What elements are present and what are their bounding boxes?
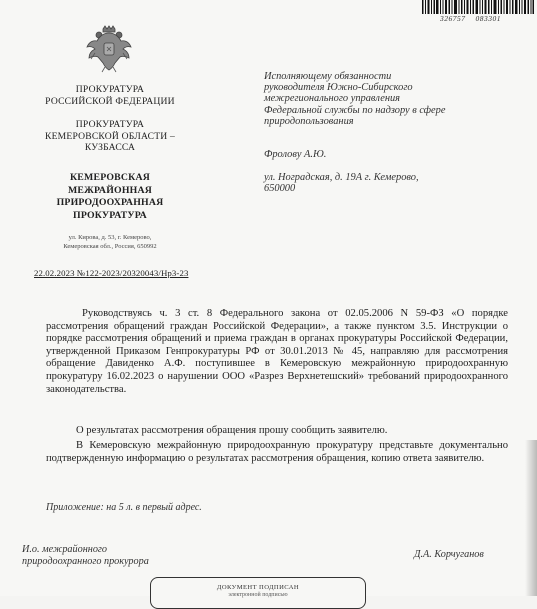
org-line: ПРИРОДООХРАННАЯ xyxy=(56,197,164,208)
recipient-line: Исполняющему обязанности xyxy=(264,71,392,82)
recipient-line: руководителя Южно-Сибирского xyxy=(264,82,413,94)
org-block-federal xyxy=(20,84,200,107)
stamp-subtitle: электронной подписью xyxy=(228,592,288,598)
org-block-local xyxy=(20,172,200,222)
org-address xyxy=(30,234,190,251)
recipient-line: Федеральной службы по надзору в сфере xyxy=(264,104,446,116)
barcode-digits xyxy=(440,14,511,23)
body-paragraph-text: О результатах рассмотрения обращения прошу сообщить заявителю. xyxy=(76,425,388,436)
org-line: КЕМЕРОВСКОЙ ОБЛАСТИ – xyxy=(45,130,175,142)
org-line: ПРОКУРАТУРА xyxy=(75,119,145,130)
recipient-line: природопользования xyxy=(264,115,354,127)
barcode xyxy=(422,0,534,14)
org-line: ПРОКУРАТУРА xyxy=(75,84,145,95)
barcode-digits-group: 083301 xyxy=(475,14,501,23)
signatory-role xyxy=(22,544,149,568)
e-signature-stamp xyxy=(150,577,366,609)
double-headed-eagle-emblem-icon xyxy=(85,23,133,73)
org-line: МЕЖРАЙОННАЯ xyxy=(67,184,153,196)
attachment-note: Приложение: на 5 л. в первый адрес. xyxy=(46,502,202,513)
org-line: РОССИЙСКОЙ ФЕДЕРАЦИИ xyxy=(45,95,175,107)
body-paragraph xyxy=(46,425,508,438)
signatory-role-line: И.о. межрайонного xyxy=(22,544,107,555)
page-edge-shadow xyxy=(525,440,537,596)
body-paragraph-text: В Кемеровскую межрайонную природоохранную прокуратуру представьте документально подтвержденную информацию о результатах рассмотрения обращения, копию ответа заявителю. xyxy=(46,440,508,464)
address-line: Кемеровская обл., Россия, 650992 xyxy=(63,242,157,250)
recipient-name: Фролову А.Ю. xyxy=(264,149,327,160)
recipient-line: межрегионального управления xyxy=(264,93,400,105)
body-paragraph-text: Руководствуясь ч. 3 ст. 8 Федерального закона от 02.05.2006 N 59-ФЗ «О порядке рассмотрения обращений граждан Российской Федерации», а также пунктом 3.5. Инструкции о порядке рассмотрения обращений и приема граждан в органах прокуратуры Российской Федерации, утвержденной Приказом Генпрокуратуры РФ от 30.01.2013 № 45, направляю для рассмотрения обращение Давиденко А.Ф. поступившее в Кемеровскую межрайонную природоохранную прокуратуру 16.02.2023 о нарушении ООО «Разрез Верхнетешский» требований природоохранного законодательства. xyxy=(46,308,508,395)
signatory-name: Д.А. Корчуганов xyxy=(414,549,484,560)
recipient-title xyxy=(264,71,524,127)
recipient-address-line: 650000 xyxy=(264,183,296,195)
barcode-digits-group: 326757 xyxy=(440,14,466,23)
org-line: КЕМЕРОВСКАЯ xyxy=(69,172,151,183)
org-line: КУЗБАССА xyxy=(84,142,136,153)
stamp-title: ДОКУМЕНТ ПОДПИСАН xyxy=(216,584,300,591)
recipient-address xyxy=(264,172,524,194)
recipient-address-line: ул. Ноградская, д. 19А г. Кемерово, xyxy=(264,172,419,183)
org-block-regional xyxy=(20,119,200,154)
body-paragraph xyxy=(46,440,508,465)
address-line: ул. Кирова, д. 53, г. Кемерово, xyxy=(68,234,152,241)
org-line: ПРОКУРАТУРА xyxy=(73,209,147,221)
signatory-role-line: природоохранного прокурора xyxy=(22,556,149,567)
registration-number: 22.02.2023 №122-2023/20320043/Нр3-23 xyxy=(34,268,189,278)
body-paragraph xyxy=(46,308,508,396)
